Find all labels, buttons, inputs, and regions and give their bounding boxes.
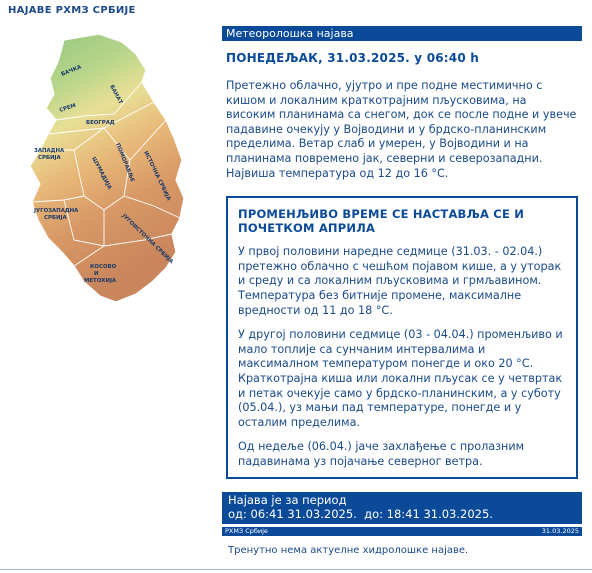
- map-label-istocna-srbija: ИСТОЧНА СРБИЈА: [142, 150, 172, 202]
- outlook-paragraph-3: Од недеље (06.04.) јаче захлађење с пролазним падавинама уз појачање северног ветра.: [238, 440, 525, 468]
- map-label-pomoravlje: ПОМОРАВЉЕ: [114, 142, 136, 183]
- map-label-kosovo-i-metohija: КОСОВО И МЕТОХИЈА: [84, 264, 117, 284]
- period-range: од: 06:41 31.03.2025. до: 18:41 31.03.2025.: [228, 506, 493, 521]
- map-label-jugozapadna-srbija: ЈУГОЗАПАДНА СРБИЈА: [34, 208, 79, 221]
- forecast-panel: [222, 26, 582, 556]
- source-date: 31.03.2025: [541, 527, 579, 536]
- source-bar: [222, 527, 582, 536]
- map-label-sumadija: ШУМАДИЈА: [90, 156, 113, 191]
- map-label-beograd: БЕОГРАД: [86, 120, 115, 126]
- source-name: РХМЗ Србије: [225, 527, 268, 536]
- forecast-period: [222, 492, 582, 524]
- period-label: Најава је за период: [228, 493, 347, 508]
- forecast-date: ПОНЕДЕЉАК, 31.03.2025. у 06:40 h: [226, 51, 480, 65]
- map-label-srem: СРЕМ: [58, 102, 77, 114]
- map-label-jugoistocna-srbija: ЈУГОИСТОЧНА СРБИЈА: [120, 213, 175, 266]
- bottom-divider: [0, 569, 592, 570]
- serbia-relief-map[interactable]: [4, 20, 214, 320]
- section-title-bar: Метеоролошка најава: [222, 26, 582, 41]
- outlook-paragraph-1: У првој половини наредне седмице (31.03. - 02.04.) претежно облачно с чешћом појавом кише, а у уторак и среду и са локалним пљусковима и грмљавином. Температура без битније промене, максималне вредности од 11 до 18 °C.: [238, 245, 562, 317]
- map-outline: [30, 34, 184, 302]
- map-label-zapadna-srbija: ЗАПАДНА СРБИЈА: [34, 148, 65, 161]
- outlook-title: ПРОМЕНЉИВО ВРЕМЕ СЕ НАСТАВЉА СЕ И ПОЧЕТКОМ АПРИЛА: [238, 207, 525, 236]
- outlook-paragraph-2: У другој половини седмице (03 - 04.04.) променљиво и мало топлије са сунчаним интервалима и максималном температуром понегде и око 20 °C. Краткотрајна киша или локални пљусак се у четвртак и петак очекује само у брдско-планинским, а у суботу (05.04.), уз мањи пад температуре, понегде и у осталим пределима.: [238, 328, 563, 429]
- map-label-banat: БАНАТ: [108, 84, 124, 106]
- hydro-notice: Тренутно нема актуелне хидролошке најаве.: [228, 545, 469, 557]
- outlook-box: [226, 196, 578, 479]
- forecast-text: Претежно облачно, ујутро и пре подне местимично с кишом и локалним краткотрајним пљусковима, на високим планинама са снегом, док се после подне и увече падавине очекују у Војводини и у брдско-планинским пределима. Ветар слаб и умерен, у Војводини и на планинама повремено јак, северни и северозападни. Највиша температура од 12 до 16 °C.: [226, 79, 577, 180]
- site-title[interactable]: НАЈАВЕ РХМЗ СРБИЈЕ: [8, 5, 136, 16]
- map-label-backa: БАЧКА: [60, 64, 83, 78]
